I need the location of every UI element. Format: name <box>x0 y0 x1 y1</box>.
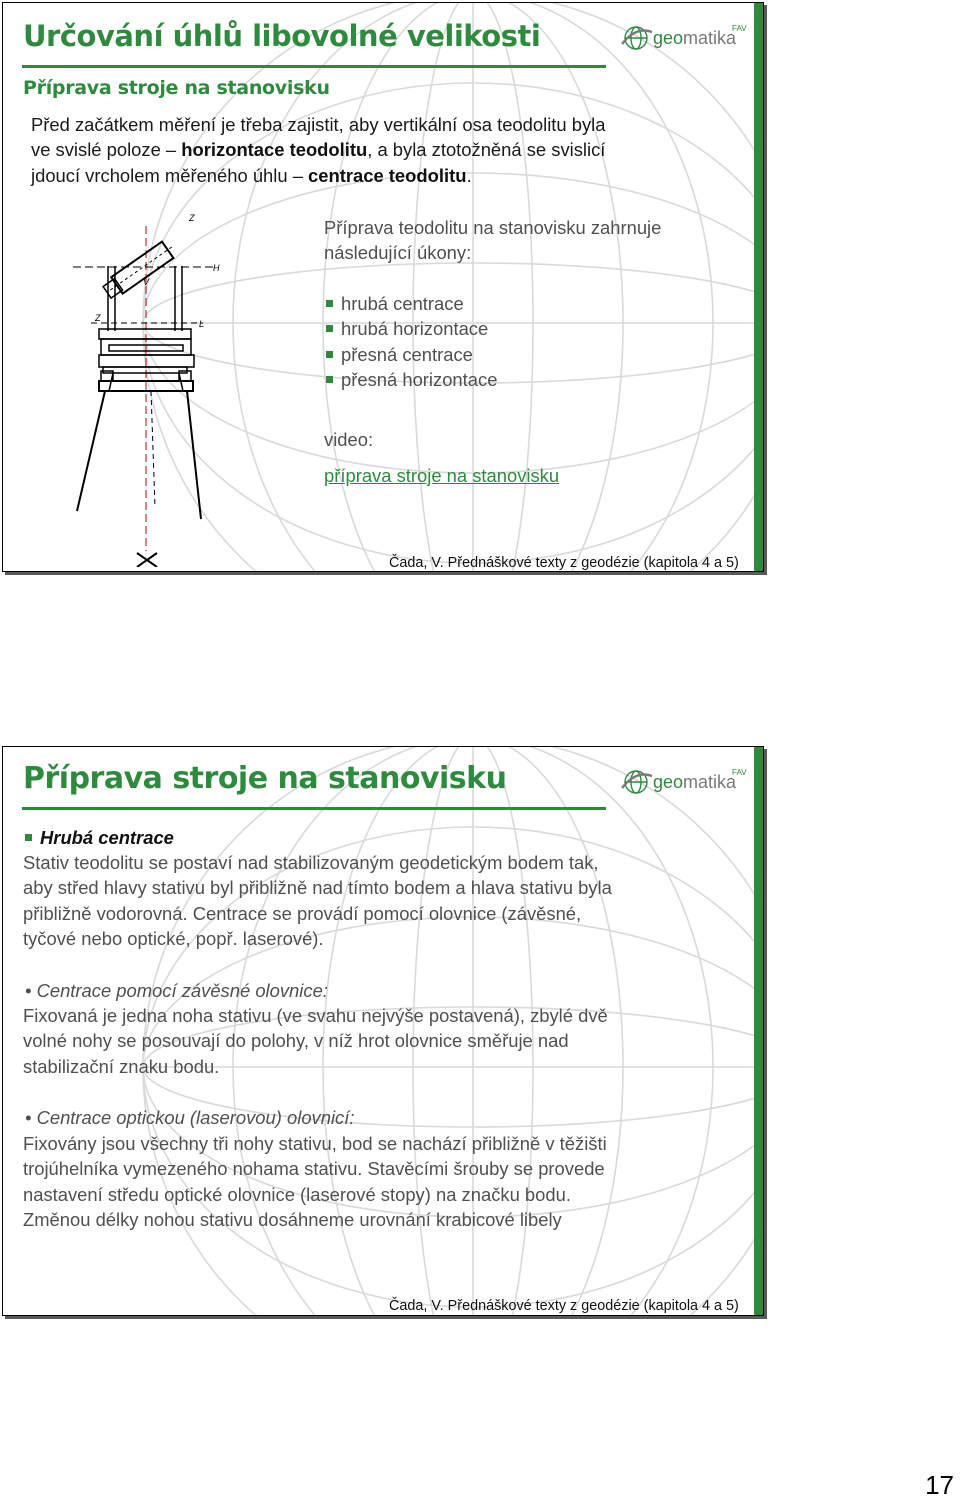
bullet-square-icon <box>326 325 333 332</box>
geomatika-logo <box>620 18 755 58</box>
intro-line-2c: , a byla ztotožněná se svislicí <box>367 139 606 161</box>
list-item <box>326 342 497 367</box>
step-label: přesná horizontace <box>341 369 498 391</box>
step-label: hrubá horizontace <box>341 318 489 340</box>
text-line: Změnou délky nohou stativu dosáhneme urovnání krabicové libely <box>23 1209 562 1231</box>
step-label: přesná centrace <box>341 343 473 365</box>
sub2-heading <box>25 1105 354 1130</box>
slide-subtitle: Příprava stroje na stanovisku <box>23 77 330 99</box>
svg-text:FAV: FAV <box>732 24 747 33</box>
lead-paragraph <box>324 215 661 266</box>
lead-line-1: Příprava teodolitu na stanovisku zahrnuje <box>324 217 662 238</box>
text-line: přibližně vodorovná. Centrace se provádí pomocí olovnice (závěsné, <box>23 902 582 924</box>
text-line: Fixovaná je jedna noha stativu (ve svahu nejvýše postavená), zbylé dvě <box>23 1005 608 1026</box>
bullet-square-icon <box>326 300 333 307</box>
list-item <box>326 291 497 316</box>
lead-line-2: následující úkony: <box>324 242 472 264</box>
list-item <box>326 367 497 392</box>
text-line: nastavení středu optické olovnice (laserové stopy) na značku bodu. <box>23 1183 571 1205</box>
sub1-heading <box>25 978 328 1003</box>
bullet-dot-icon: • <box>25 980 37 1001</box>
green-side-bar <box>754 747 763 1315</box>
text-line: tyčové nebo optické, popř. laserové). <box>23 928 324 950</box>
svg-text:FAV: FAV <box>732 768 747 777</box>
green-side-bar <box>754 3 763 571</box>
sub2-heading-label: Centrace optickou (laserovou) olovnicí: <box>36 1107 355 1128</box>
label-h: H <box>213 263 220 273</box>
label-z-top: Z <box>189 213 195 223</box>
text-line: aby střed hlavy stativu byl přibližně nad tímto bodem a hlava stativu byla <box>23 877 612 899</box>
text-line: stabilizační znaku bodu. <box>23 1055 220 1077</box>
slide-footer: Čada, V. Přednáškové texty z geodézie (kapitola 4 a 5) <box>389 555 739 571</box>
sub1-heading-label: Centrace pomocí závěsné olovnice: <box>36 980 328 1001</box>
slide-1 <box>2 2 764 572</box>
svg-text:geomatika: geomatika <box>653 28 737 48</box>
sub2-paragraph <box>23 1131 607 1233</box>
step-label: hrubá centrace <box>341 293 464 314</box>
section-paragraph <box>23 850 612 952</box>
section-heading <box>25 825 174 850</box>
slide-title: Příprava stroje na stanovisku <box>23 761 507 796</box>
intro-line-2a: ve svislé poloze – <box>31 139 182 161</box>
intro-line-1: Před začátkem měření je třeba zajistit, aby vertikální osa teodolitu byla <box>31 114 606 135</box>
text-line: Fixovány jsou všechny tři nohy stativu, bod se nachází přibližně v těžišti <box>23 1133 607 1154</box>
svg-text:geomatika: geomatika <box>653 772 737 792</box>
title-rule <box>22 807 606 810</box>
label-v: V <box>143 277 150 287</box>
intro-term-centrace: centrace teodolitu <box>308 164 467 186</box>
section-heading-label: Hrubá centrace <box>40 827 174 848</box>
intro-term-horizontace: horizontace teodolitu <box>181 139 368 161</box>
step-list <box>326 291 497 393</box>
bullet-square-icon <box>326 376 333 383</box>
text-line: Stativ teodolitu se postaví nad stabilizovaným geodetickým bodem tak, <box>23 852 599 873</box>
slide-footer: Čada, V. Přednáškové texty z geodézie (kapitola 4 a 5) <box>389 1298 739 1314</box>
list-item <box>326 316 497 341</box>
intro-line-3c: . <box>466 164 472 186</box>
bullet-square-icon <box>25 834 32 841</box>
intro-paragraph <box>31 112 605 188</box>
theodolite-diagram <box>63 211 233 567</box>
geomatika-logo <box>620 762 755 802</box>
video-link[interactable]: příprava stroje na stanovisku <box>324 465 560 486</box>
sub1-paragraph <box>23 1003 608 1079</box>
text-line: volné nohy se posouvají do polohy, v níž hrot olovnice směřuje nad <box>23 1030 569 1052</box>
page-number: 17 <box>925 1470 954 1500</box>
intro-line-3a: jdoucí vrcholem měřeného úhlu – <box>31 164 309 186</box>
video-label: video: <box>324 429 374 450</box>
bullet-square-icon <box>326 351 333 358</box>
text-line: trojúhelníka vymezeného nohama stativu. Stavěcími šrouby se provede <box>23 1158 605 1180</box>
label-l: L <box>199 319 205 329</box>
bullet-dot-icon: • <box>25 1107 37 1128</box>
title-rule <box>22 65 606 68</box>
label-z-left: Z <box>95 313 101 323</box>
slide-2 <box>2 746 764 1316</box>
slide-title: Určování úhlů libovolné velikosti <box>23 19 541 53</box>
